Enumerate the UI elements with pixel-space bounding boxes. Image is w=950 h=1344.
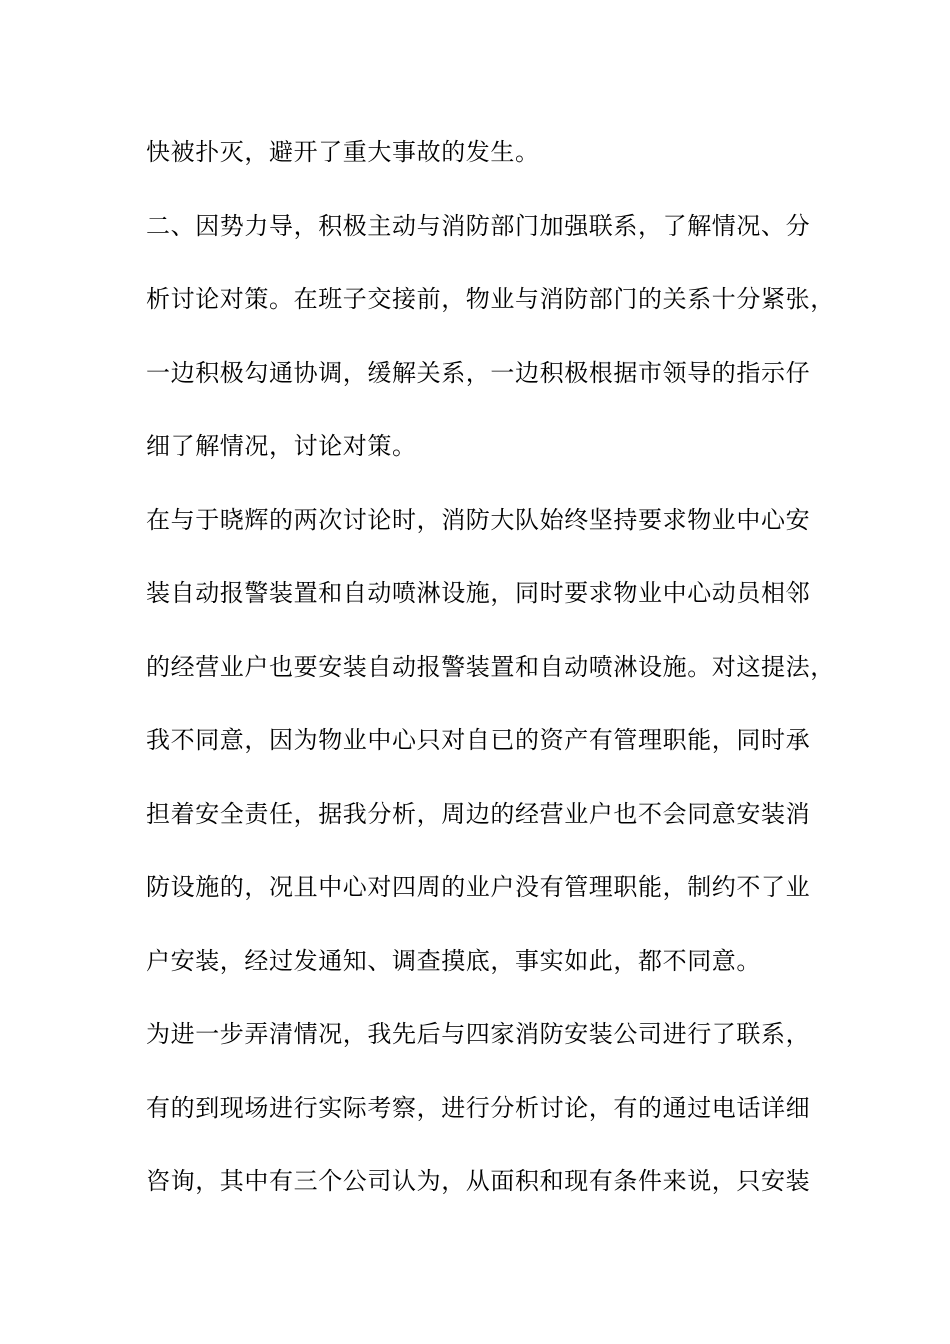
text-line: 装自动报警装置和自动喷淋设施，同时要求物业中心动员相邻 [146, 579, 811, 607]
text-line: 我不同意，因为物业中心只对自已的资产有管理职能，同时承 [146, 726, 811, 754]
text-line: 一边积极勾通协调，缓解关系，一边积极根据市领导的指示仔 [146, 358, 811, 387]
text-line: 担着安全责任，据我分析，周边的经营业户也不会同意安装消 [146, 799, 811, 828]
text-line: 析讨论对策。在班子交接前，物业与消防部门的关系十分紧张， [146, 285, 835, 313]
body-text [146, 132, 835, 1235]
text-line: 有的到现场进行实际考察，进行分析讨论，有的通过电话详细 [146, 1093, 811, 1122]
text-line: 快被扑灭，避开了重大事故的发生。 [146, 138, 540, 166]
text-line: 咨询，其中有三个公司认为，从面积和现有条件来说，只安装 [146, 1167, 811, 1195]
text-line: 二、因势力导，积极主动与消防部门加强联系，了解情况、分 [146, 211, 811, 240]
text-line: 的经营业户也要安装自动报警装置和自动喷淋设施。对这提法， [146, 652, 835, 681]
text-line: 防设施的，况且中心对四周的业户没有管理职能，制约不了业 [146, 873, 811, 901]
text-line: 在与于晓辉的两次讨论时，消防大队始终坚持要求物业中心安 [146, 505, 811, 534]
text-line: 细了解情况，讨论对策。 [146, 432, 417, 460]
text-line: 为进一步弄清情况，我先后与四家消防安装公司进行了联系， [146, 1020, 811, 1048]
text-line: 户安装，经过发通知、调查摸底，事实如此，都不同意。 [146, 946, 761, 975]
